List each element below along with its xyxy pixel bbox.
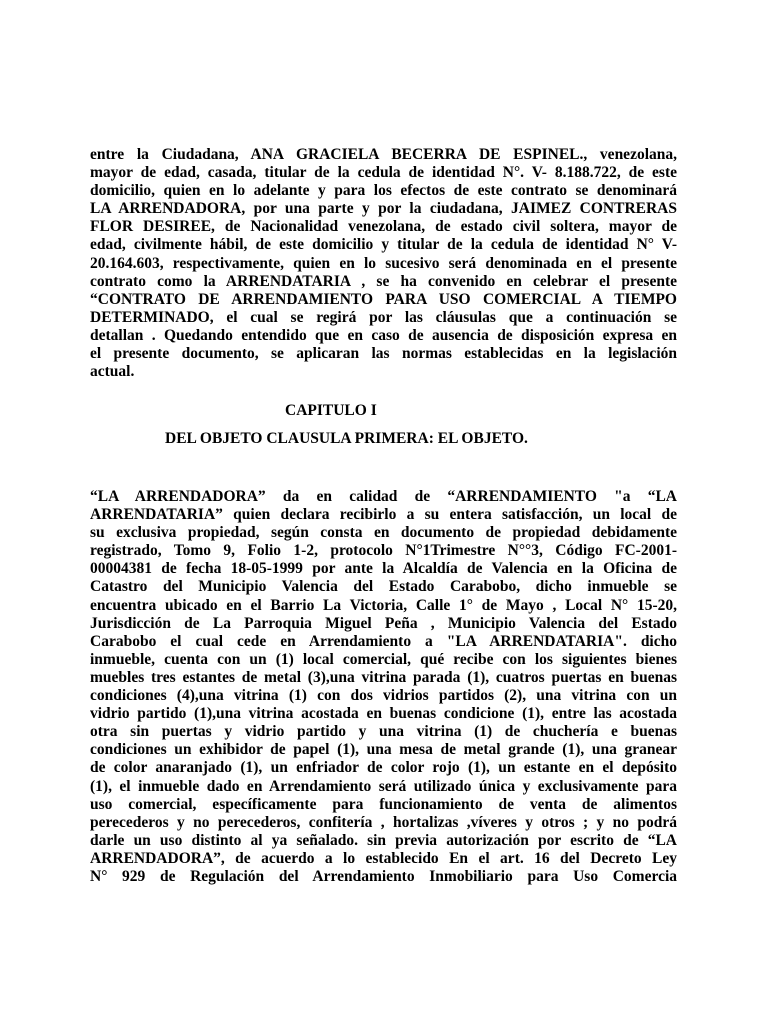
- paragraph-line: uso comercial, específicamente para funcionamiento de venta de alimentos: [90, 795, 677, 813]
- paragraph-line: actual.: [90, 363, 135, 381]
- paragraph-line: entre la Ciudadana, ANA GRACIELA BECERRA DE ESPINEL., venezolana,: [90, 146, 677, 163]
- paragraph-line: de color anaranjado (1), un enfriador de color rojo (1), un estante en el depósito: [90, 759, 677, 777]
- paragraph-line: condiciones un exhibidor de papel (1), una mesa de metal grande (1), una granear: [90, 741, 677, 759]
- paragraph-line: Carabobo el cual cede en Arrendamiento a "LA ARRENDATARIA". dicho: [90, 632, 677, 650]
- paragraph-line: Jurisdicción de La Parroquia Miguel Peña , Municipio Valencia del Estado: [90, 614, 677, 632]
- paragraph-line: su exclusiva propiedad, según consta en documento de propiedad debidamente: [90, 524, 677, 542]
- paragraph-line: domicilio, quien en lo adelante y para los efectos de este contrato se denominará: [90, 182, 677, 200]
- paragraph-line: 20.164.603, respectivamente, quien en lo sucesivo será denominada en el presente: [90, 254, 677, 272]
- paragraph-line: el presente documento, se aplicaran las normas establecidas en la legislación: [90, 345, 677, 363]
- paragraph-line: mayor de edad, casada, titular de la cedula de identidad N°. V- 8.188.722, de este: [90, 164, 677, 182]
- paragraph-line: condiciones (4),una vitrina (1) con dos vidrios partidos (2), una vitrina con un: [90, 687, 677, 705]
- paragraph-line: vidrio partido (1),una vitrina acostada en buenas condicione (1), entre las acostada: [90, 705, 677, 723]
- paragraph-line: “CONTRATO DE ARRENDAMIENTO PARA USO COMERCIAL A TIEMPO: [90, 290, 677, 308]
- paragraph-line: muebles tres estantes de metal (3),una vitrina parada (1), cuatros puertas en buenas: [90, 668, 677, 686]
- paragraph-line: N° 929 de Regulación del Arrendamiento Inmobiliario para Uso Comercia: [90, 867, 677, 885]
- paragraph-line: Catastro del Municipio Valencia del Estado Carabobo, dicho inmueble se: [90, 578, 677, 596]
- paragraph-line: otra sin puertas y vidrio partido y una vitrina (1) de chuchería e buenas: [90, 723, 677, 741]
- paragraph-line: inmueble, cuenta con un (1) local comercial, qué recibe con los siguientes bienes: [90, 650, 677, 668]
- paragraph-line: edad, civilmente hábil, de este domicilio y titular de la cedula de identidad N° V-: [90, 236, 677, 254]
- paragraph-line: “LA ARRENDADORA” da en calidad de “ARRENDAMIENTO "a “LA: [90, 488, 677, 505]
- paragraph-line: (1), el inmueble dado en Arrendamiento será utilizado única y exclusivamente para: [90, 777, 677, 795]
- paragraph-line: ARRENDADORA”, de acuerdo a lo establecido En el art. 16 del Decreto Ley: [90, 849, 677, 867]
- paragraph-line: registrado, Tomo 9, Folio 1-2, protocolo N°1Trimestre N°°3, Código FC-2001-: [90, 542, 677, 560]
- paragraph-line: ARRENDATARIA” quien declara recibirlo a su entera satisfacción, un local de: [90, 506, 677, 524]
- paragraph-line: darle un uso distinto al ya señalado. sin previa autorización por escrito de “LA: [90, 831, 677, 849]
- chapter-heading: CAPITULO I: [285, 402, 377, 419]
- object-paragraph: [90, 488, 677, 886]
- clause-heading: DEL OBJETO CLAUSULA PRIMERA: EL OBJETO.: [165, 430, 528, 447]
- paragraph-line: DETERMINADO, el cual se regirá por las cláusulas que a continuación se: [90, 308, 677, 326]
- paragraph-line: contrato como la ARRENDATARIA , se ha convenido en celebrar el presente: [90, 272, 677, 290]
- paragraph-line: detallan . Quedando entendido que en caso de ausencia de disposición expresa en: [90, 326, 677, 344]
- paragraph-line: perecederos y no perecederos, confitería , hortalizas ,víveres y otros ; y no podrá: [90, 813, 677, 831]
- paragraph-line: FLOR DESIREE, de Nacionalidad venezolana, de estado civil soltera, mayor de: [90, 218, 677, 236]
- intro-paragraph: [90, 146, 677, 381]
- paragraph-line: encuentra ubicado en el Barrio La Victoria, Calle 1° de Mayo , Local N° 15-20,: [90, 596, 677, 614]
- paragraph-line: 00004381 de fecha 18-05-1999 por ante la Alcaldía de Valencia en la Oficina de: [90, 560, 677, 578]
- paragraph-line: LA ARRENDADORA, por una parte y por la ciudadana, JAIMEZ CONTRERAS: [90, 200, 677, 218]
